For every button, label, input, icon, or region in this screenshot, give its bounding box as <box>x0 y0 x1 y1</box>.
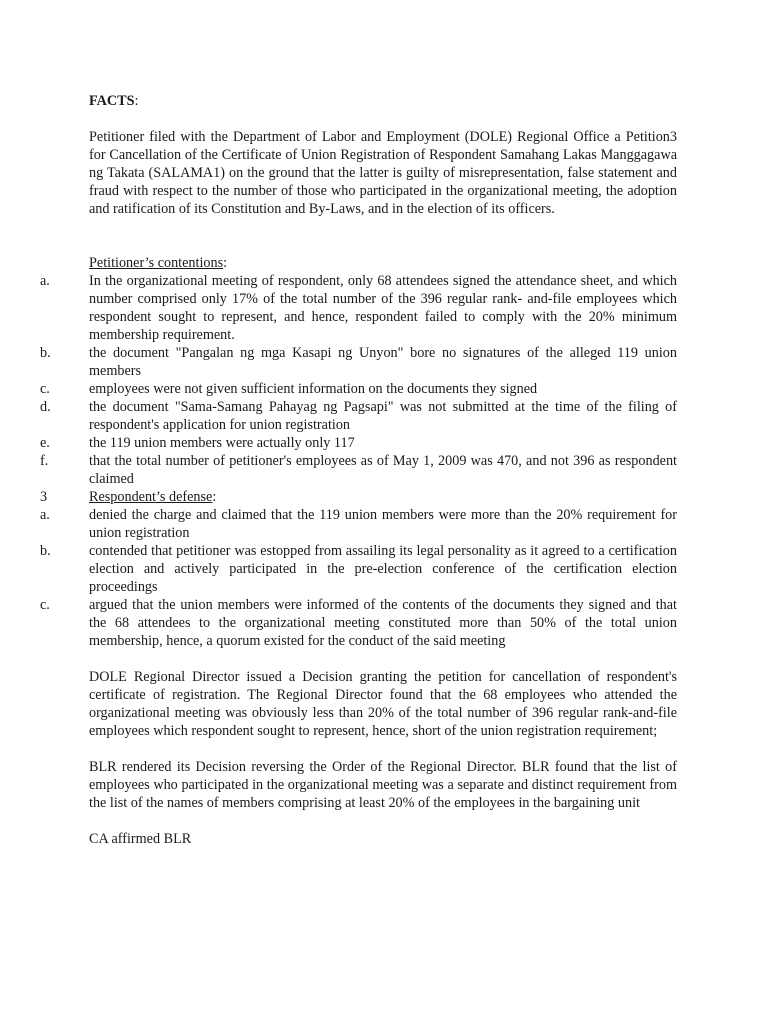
list-item-text: argued that the union members were informed of the contents of the documents they signed and that the 68 attendees to the organizational meeting constituted more than 50% of the total union membership, hence, a quorum existed for the conduct of the said meeting <box>89 597 677 649</box>
list-item-text: the document "Sama-Samang Pahayag ng Pagsapi" was not submitted at the time of the filing of respondent's application for union registration <box>89 399 677 433</box>
ca-decision-paragraph: CA affirmed BLR <box>89 831 192 847</box>
respondent-defense-heading-text: Respondent’s defense <box>89 489 213 505</box>
rulings-section <box>89 668 677 848</box>
list-item <box>40 380 677 398</box>
list-item-text: In the organizational meeting of respondent, only 68 attendees signed the attendance sheet, and which number comprised only 17% of the total number of the 396 regular rank- and-file employees which respondent sought to represent, and hence, respondent failed to comply with the 20% minimum membership requirement. <box>89 273 677 343</box>
list-item <box>40 542 677 596</box>
facts-heading <box>89 92 677 110</box>
dole-decision-paragraph: DOLE Regional Director issued a Decision granting the petition for cancellation of respondent's certificate of registration. The Regional Director found that the 68 employees who attended the organizational meeting was obviously less than 20% of the total number of 396 regular rank-and-file employees which respondent sought to represent, hence, short of the union registration requirement; <box>89 669 677 739</box>
facts-paragraph: Petitioner filed with the Department of Labor and Employment (DOLE) Regional Office a Petition3 for Cancellation of the Certificate of Union Registration of Respondent Samahang Lakas Manggagawa ng Takata (SALAMA1) on the ground that the latter is guilty of misrepresentation, false statement and fraud with respect to the number of those who participated in the organizational meeting, the adoption and ratification of its Constitution and By-Laws, and in the election of its officers. <box>89 129 677 217</box>
petitioner-contentions-list <box>40 272 677 488</box>
respondent-defense-heading-colon: : <box>212 489 217 505</box>
respondent-defense-list <box>40 506 677 650</box>
list-item-text: employees were not given sufficient information on the documents they signed <box>89 381 538 397</box>
list-item <box>40 506 677 542</box>
list-item <box>40 434 677 452</box>
list-marker: d. <box>40 399 51 415</box>
list-item <box>40 344 677 380</box>
list-item-text: that the total number of petitioner's employees as of May 1, 2009 was 470, and not 396 as respondent claimed <box>89 453 677 487</box>
list-item <box>40 452 677 488</box>
facts-heading-colon: : <box>134 93 139 109</box>
list-item <box>40 272 677 344</box>
list-marker: 3 <box>40 489 48 505</box>
facts-heading-text: FACTS <box>89 93 135 109</box>
petitioner-contentions-heading-colon: : <box>223 255 228 271</box>
list-marker: a. <box>40 507 50 523</box>
list-marker: b. <box>40 543 51 559</box>
list-marker: a. <box>40 273 50 289</box>
list-item-text: the 119 union members were actually only 117 <box>89 435 355 451</box>
list-marker: f. <box>40 453 49 469</box>
list-marker: e. <box>40 435 50 451</box>
list-item-text: the document "Pangalan ng mga Kasapi ng Unyon" bore no signatures of the alleged 119 union members <box>89 345 677 379</box>
list-marker: c. <box>40 597 50 613</box>
list-marker: c. <box>40 381 50 397</box>
petitioner-contentions-heading-text: Petitioner’s contentions <box>89 255 224 271</box>
petitioner-contentions-heading <box>89 254 677 272</box>
respondent-defense-heading <box>40 488 677 506</box>
list-item <box>40 596 677 650</box>
list-item <box>40 398 677 434</box>
blr-decision-paragraph: BLR rendered its Decision reversing the Order of the Regional Director. BLR found that the list of employees who participated in the organizational meeting was a separate and distinct requirement from the list of the names of members comprising at least 20% of the employees in the bargaining unit <box>89 759 677 811</box>
list-item-text: denied the charge and claimed that the 119 union members were more than the 20% requirement for union registration <box>89 507 677 541</box>
list-item-text: contended that petitioner was estopped from assailing its legal personality as it agreed to a certification election and actively participated in the pre-election conference of the certification election proceedings <box>89 543 677 595</box>
document-body <box>40 92 677 866</box>
list-marker: b. <box>40 345 51 361</box>
